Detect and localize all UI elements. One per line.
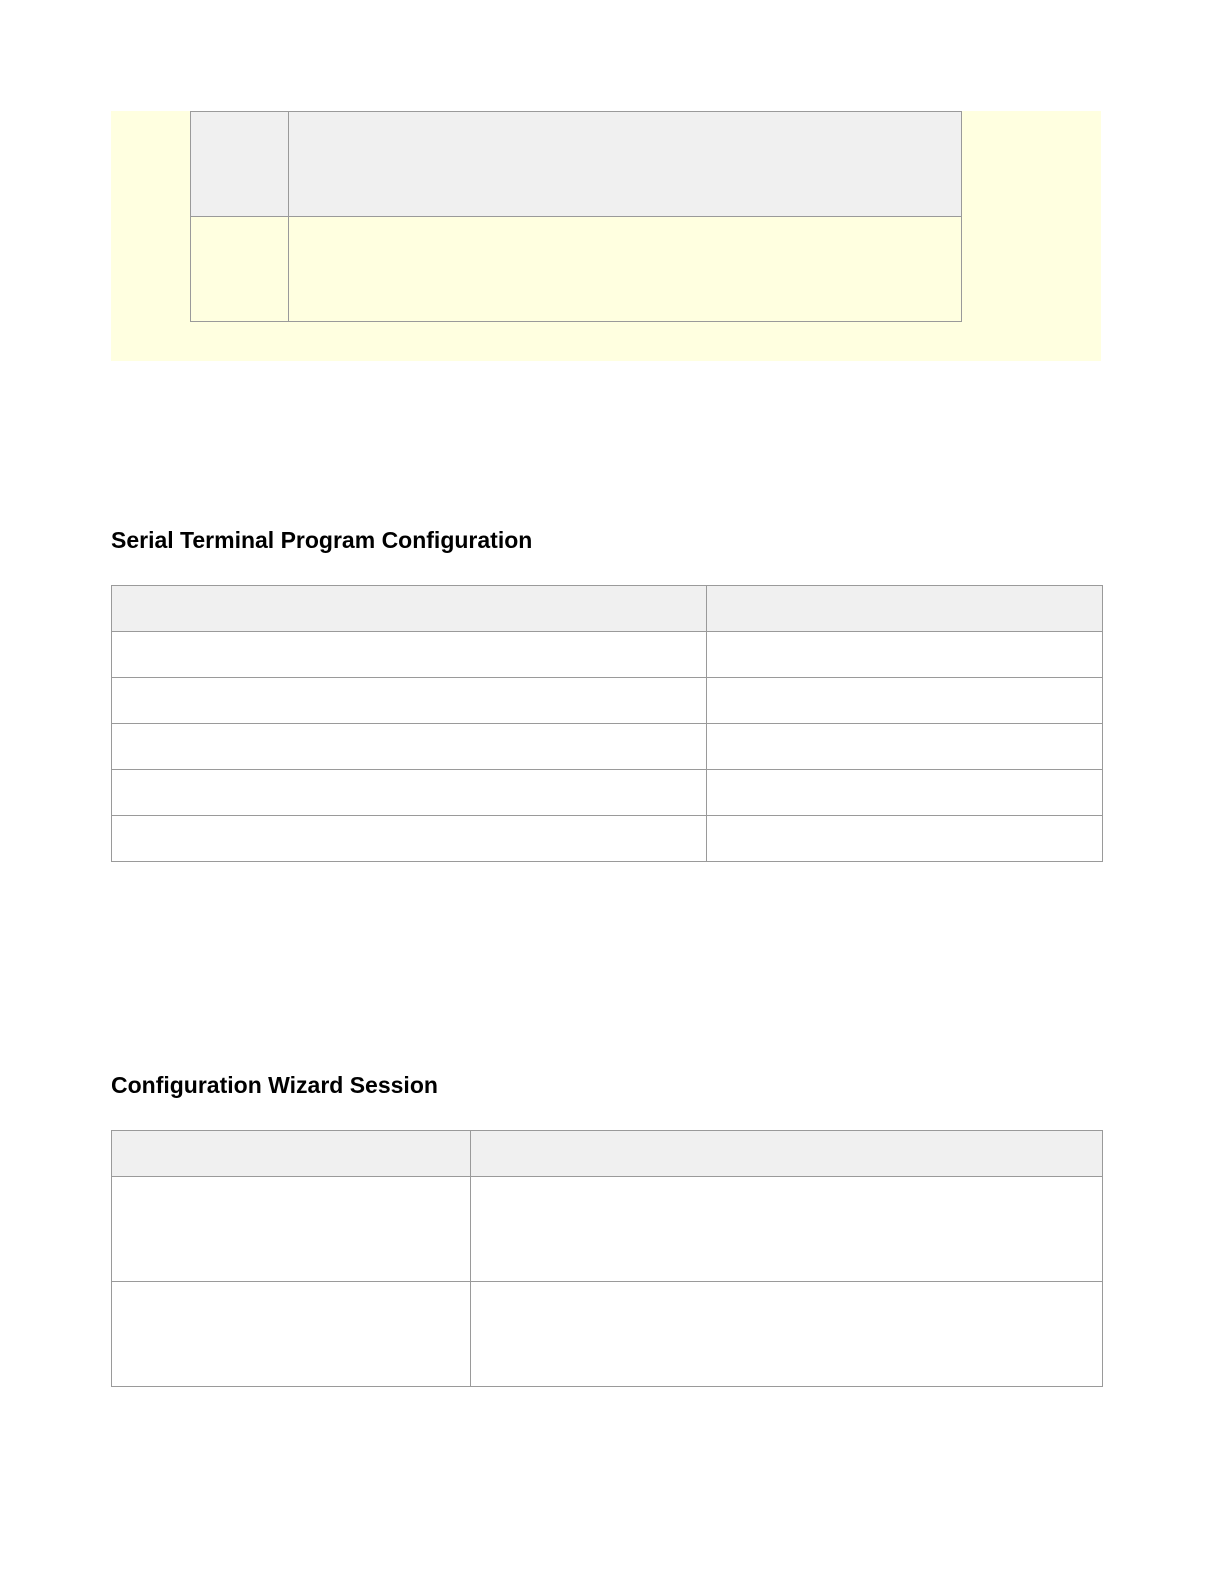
table-row (112, 816, 1103, 862)
table-cell (112, 632, 707, 678)
table-header-cell (112, 586, 707, 632)
note-icon-cell (191, 112, 289, 217)
table-cell (707, 724, 1103, 770)
table-cell (112, 1282, 471, 1387)
wizard-session-table (111, 1130, 1103, 1387)
table-row (191, 217, 962, 322)
table-cell (707, 816, 1103, 862)
serial-config-table (111, 585, 1103, 862)
table-cell (707, 770, 1103, 816)
table-row (112, 1282, 1103, 1387)
table-cell (112, 1177, 471, 1282)
table-row (112, 632, 1103, 678)
table-row (112, 770, 1103, 816)
table-row (112, 678, 1103, 724)
serial-section-title: Serial Terminal Program Configuration (111, 527, 533, 553)
table-cell (112, 724, 707, 770)
table-header-cell (707, 586, 1103, 632)
table-row (112, 724, 1103, 770)
table-row (112, 1177, 1103, 1282)
table-header-cell (112, 1131, 471, 1177)
table-cell (707, 678, 1103, 724)
table-header-row (112, 1131, 1103, 1177)
note-text-cell (289, 217, 962, 322)
table-cell (112, 770, 707, 816)
table-row (191, 112, 962, 217)
table-cell (112, 678, 707, 724)
note-icon-cell (191, 217, 289, 322)
table-cell (471, 1177, 1103, 1282)
table-cell (707, 632, 1103, 678)
table-cell (471, 1282, 1103, 1387)
table-header-row (112, 586, 1103, 632)
table-cell (112, 816, 707, 862)
note-text-cell (289, 112, 962, 217)
table-header-cell (471, 1131, 1103, 1177)
wizard-section-title: Configuration Wizard Session (111, 1072, 438, 1098)
note-table (190, 111, 962, 322)
